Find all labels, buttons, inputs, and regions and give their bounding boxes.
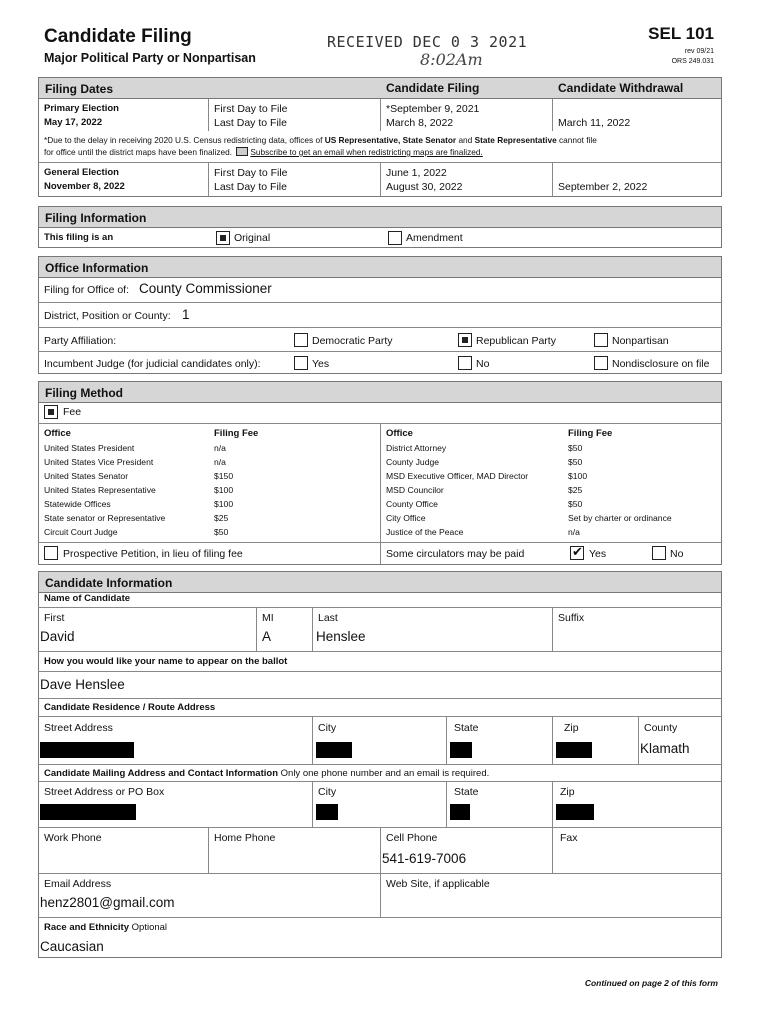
fee-table-office: Statewide Offices xyxy=(44,499,111,509)
filing-dates-heading: Filing Dates xyxy=(38,77,722,99)
judge-yes-label: Yes xyxy=(312,358,330,370)
district-label: District, Position or County: xyxy=(44,310,171,322)
district-value[interactable]: 1 xyxy=(182,307,190,322)
county-value[interactable]: Klamath xyxy=(640,741,690,756)
continued-note: Continued on page 2 of this form xyxy=(584,978,718,988)
fee-table-office: County Judge xyxy=(386,457,440,467)
mailing-state-label: State xyxy=(454,786,479,798)
fee-table-fee: $50 xyxy=(568,457,583,467)
fee-table-fee: $25 xyxy=(568,485,583,495)
race-optional-label: Optional xyxy=(131,922,168,933)
home-phone-label: Home Phone xyxy=(214,832,276,844)
nonpartisan-checkbox[interactable] xyxy=(594,333,608,347)
race-value[interactable]: Caucasian xyxy=(40,939,104,954)
fee-table-fee: n/a xyxy=(214,457,226,467)
circulators-no-label: No xyxy=(670,548,684,560)
fee-table-fee: $50 xyxy=(568,443,583,453)
redacted-residence-zip xyxy=(556,742,592,758)
primary-election-date: May 17, 2022 xyxy=(44,117,103,128)
fee-table-fee: $100 xyxy=(568,471,588,481)
fee-table-office: State senator or Representative xyxy=(44,513,166,523)
general-first-day-label: First Day to File xyxy=(214,167,288,179)
fee-table-office: City Office xyxy=(386,513,426,523)
last-name-value[interactable]: Henslee xyxy=(316,629,366,644)
first-name-label: First xyxy=(44,612,65,624)
circulators-yes-checkbox[interactable] xyxy=(570,546,584,560)
primary-election-label: Primary Election xyxy=(44,103,119,114)
website-label: Web Site, if applicable xyxy=(386,878,490,890)
middle-initial-value[interactable]: A xyxy=(262,629,272,644)
form-revision xyxy=(672,47,714,67)
fee-column-header-right: Filing Fee xyxy=(568,428,613,439)
nondisclosure-checkbox[interactable] xyxy=(594,356,608,370)
form-number: SEL 101 xyxy=(648,24,714,43)
mailing-city-label: City xyxy=(318,786,337,798)
ors-text: ORS 249.031 xyxy=(671,58,714,65)
withdrawal-heading: Candidate Withdrawal xyxy=(558,81,684,95)
circulators-yes-label: Yes xyxy=(589,548,607,560)
filing-type-label: This filing is an xyxy=(44,232,114,243)
fee-table-fee: n/a xyxy=(568,527,580,537)
republican-label: Republican Party xyxy=(476,335,556,347)
email-value[interactable]: henz2801@gmail.com xyxy=(40,895,175,910)
party-label: Party Affiliation: xyxy=(44,335,117,347)
redacted-mailing-state xyxy=(450,804,470,820)
judge-yes-checkbox[interactable] xyxy=(294,356,308,370)
cell-phone-label: Cell Phone xyxy=(386,832,438,844)
general-first-day: June 1, 2022 xyxy=(386,167,447,179)
primary-last-day-label: Last Day to File xyxy=(214,117,287,129)
redacted-mailing-zip xyxy=(556,804,594,820)
revision-text: rev 09/21 xyxy=(684,48,714,55)
ballot-name-heading: How you would like your name to appear on the ballot xyxy=(44,656,288,667)
primary-last-day: March 8, 2022 xyxy=(386,117,454,129)
circulators-no-checkbox[interactable] xyxy=(652,546,666,560)
original-label: Original xyxy=(234,232,271,244)
fee-label: Fee xyxy=(63,406,82,418)
fee-table-office: MSD Councilor xyxy=(386,485,444,495)
fee-column-header-left: Filing Fee xyxy=(214,428,259,439)
fax-label: Fax xyxy=(560,832,578,844)
candidate-filing-heading: Candidate Filing xyxy=(386,81,480,95)
fee-table-fee: n/a xyxy=(214,443,226,453)
office-label: Filing for Office of: xyxy=(44,284,130,296)
general-last-day: August 30, 2022 xyxy=(386,181,463,193)
mailing-note: Only one phone number and an email is required. xyxy=(280,768,490,779)
fee-table-fee: $150 xyxy=(214,471,234,481)
office-information-heading: Office Information xyxy=(38,256,722,278)
fee-table-fee: $100 xyxy=(214,499,234,509)
judge-no-checkbox[interactable] xyxy=(458,356,472,370)
office-value[interactable]: County Commissioner xyxy=(139,281,272,296)
amendment-checkbox[interactable] xyxy=(388,231,402,245)
subscribe-link[interactable]: Subscribe to get an email when redistricting maps are finalized. xyxy=(250,147,483,157)
email-icon xyxy=(236,147,248,156)
redacted-mailing-city xyxy=(316,804,338,820)
fee-table-office: United States Senator xyxy=(44,471,129,481)
nonpartisan-label: Nonpartisan xyxy=(612,335,669,347)
democratic-label: Democratic Party xyxy=(312,335,393,347)
candidate-information-heading: Candidate Information xyxy=(38,571,722,593)
original-checkbox[interactable] xyxy=(216,231,230,245)
incumbent-judge-label: Incumbent Judge (for judicial candidates only): xyxy=(44,358,261,370)
nondisclosure-label: Nondisclosure on file xyxy=(612,358,710,370)
redistricting-note: *Due to the delay in receiving 2020 U.S. Census redistricting data, offices of US Representative, State Senator and State Representative cannot file for office until the district maps have been finalized. Subscribe to get an email when redistricting maps are finalized. xyxy=(44,135,597,157)
race-label: Race and Ethnicity Optional xyxy=(44,922,168,933)
office-column-header-left: Office xyxy=(44,428,71,439)
received-time: 8:02Am xyxy=(420,50,483,69)
fee-table-office: MSD Executive Officer, MAD Director xyxy=(386,471,529,481)
fee-table-office: Circuit Court Judge xyxy=(44,527,118,537)
fee-table-fee: Set by charter or ordinance xyxy=(568,513,672,523)
general-withdraw-date: September 2, 2022 xyxy=(558,181,648,193)
ballot-name-value[interactable]: Dave Henslee xyxy=(40,677,125,692)
fee-table-office: United States Representative xyxy=(44,485,156,495)
redacted-residence-state xyxy=(450,742,472,758)
fee-table-office: County Office xyxy=(386,499,438,509)
filing-information-heading: Filing Information xyxy=(38,206,722,228)
mailing-heading: Candidate Mailing Address and Contact Information Only one phone number and an email is required. xyxy=(44,768,490,779)
fee-table-fee: $50 xyxy=(568,499,583,509)
fee-table-office: United States President xyxy=(44,443,135,453)
petition-label: Prospective Petition, in lieu of filing fee xyxy=(63,548,243,560)
democratic-checkbox[interactable] xyxy=(294,333,308,347)
primary-first-day: *September 9, 2021 xyxy=(386,103,480,115)
residence-city-label: City xyxy=(318,722,337,734)
form-title: Candidate Filing xyxy=(44,26,192,47)
mailing-zip-label: Zip xyxy=(560,786,575,798)
residence-zip-label: Zip xyxy=(564,722,579,734)
fee-table-office: District Attorney xyxy=(386,443,447,453)
circulators-label: Some circulators may be paid xyxy=(386,548,525,560)
cell-phone-value[interactable]: 541-619-7006 xyxy=(382,851,467,866)
redacted-residence-street xyxy=(40,742,134,758)
petition-checkbox[interactable] xyxy=(44,546,58,560)
general-election-date: November 8, 2022 xyxy=(44,181,125,192)
primary-withdraw-date: March 11, 2022 xyxy=(558,117,631,129)
middle-initial-label: MI xyxy=(262,612,274,624)
fee-checkbox[interactable] xyxy=(44,405,58,419)
suffix-label: Suffix xyxy=(558,612,585,624)
last-name-label: Last xyxy=(318,612,338,624)
work-phone-label: Work Phone xyxy=(44,832,102,844)
residence-street-label: Street Address xyxy=(44,722,113,734)
fee-table-fee: $50 xyxy=(214,527,229,537)
first-name-value[interactable]: David xyxy=(40,629,75,644)
fee-table-fee: $25 xyxy=(214,513,229,523)
residence-county-label: County xyxy=(644,722,678,734)
fee-table-office: Justice of the Peace xyxy=(386,527,464,537)
redacted-residence-city xyxy=(316,742,352,758)
name-heading: Name of Candidate xyxy=(44,593,131,604)
residence-state-label: State xyxy=(454,722,479,734)
email-label: Email Address xyxy=(44,878,112,890)
redacted-mailing-street xyxy=(40,804,136,820)
primary-first-day-label: First Day to File xyxy=(214,103,288,115)
fee-table-office: United States Vice President xyxy=(44,457,154,467)
residence-heading: Candidate Residence / Route Address xyxy=(44,702,216,713)
republican-checkbox[interactable] xyxy=(458,333,472,347)
amendment-label: Amendment xyxy=(406,232,463,244)
received-stamp: RECEIVED DEC 0 3 2021 xyxy=(327,33,528,51)
form-subtitle: Major Political Party or Nonpartisan xyxy=(44,51,256,65)
mailing-street-label: Street Address or PO Box xyxy=(44,786,165,798)
judge-no-label: No xyxy=(476,358,490,370)
general-election-label: General Election xyxy=(44,167,119,178)
general-last-day-label: Last Day to File xyxy=(214,181,287,193)
fee-table-fee: $100 xyxy=(214,485,234,495)
filing-method-heading: Filing Method xyxy=(38,381,722,403)
office-column-header-right: Office xyxy=(386,428,413,439)
filing-information-box xyxy=(38,228,722,248)
